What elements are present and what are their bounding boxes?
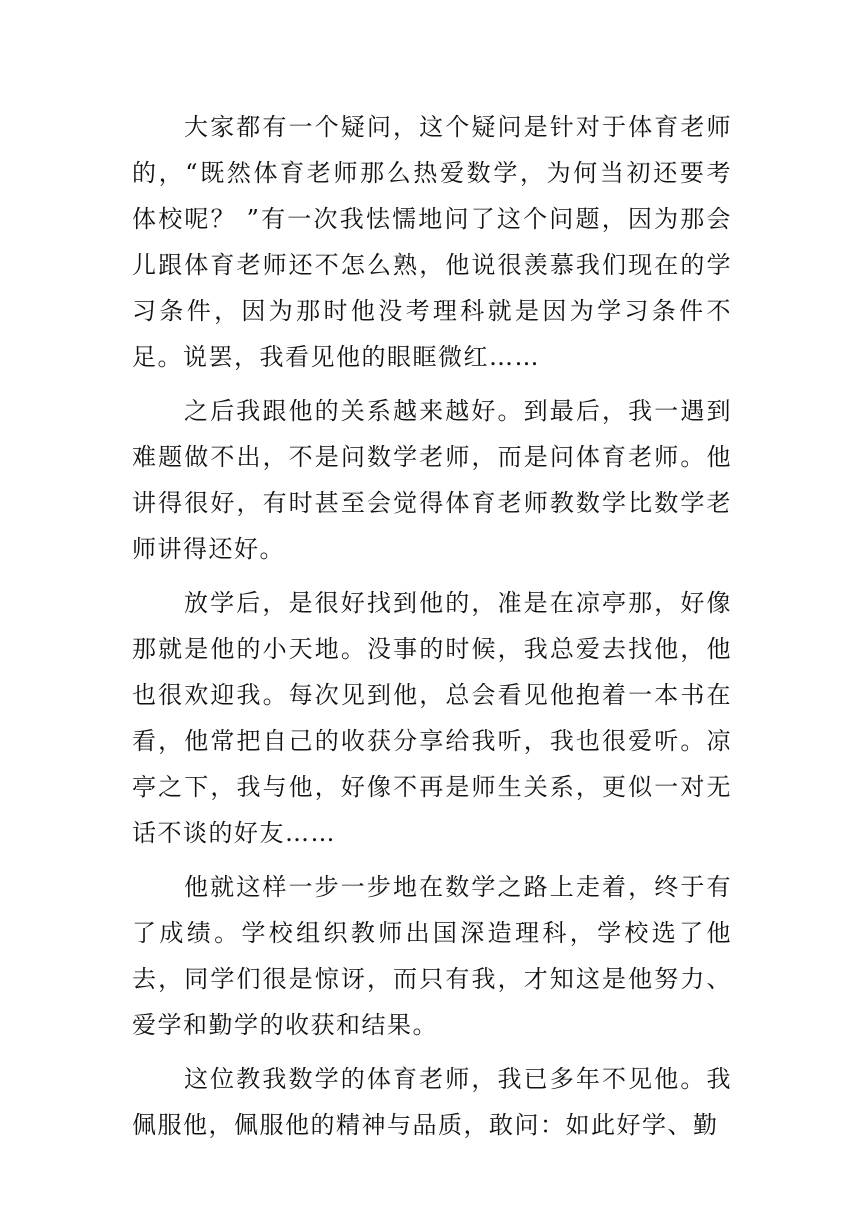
paragraph-4: 他就这样一步一步地在数学之路上走着，终于有了成绩。学校组织教师出国深造理科，学校选了他去，同学们很是惊讶，而只有我，才知这是他努力、爱学和勤学的收获和结果。 — [132, 873, 732, 1039]
document-body — [132, 104, 732, 1156]
paragraph-3: 放学后，是很好找到他的，准是在凉亭那，好像那就是他的小天地。没事的时候，我总爱去找他，他也很欢迎我。每次见到他，总会看见他抱着一本书在看，他常把自己的收获分享给我听，我也很爱听。凉亭之下，我与他，好像不再是师生关系，更似一对无话不谈的好友…… — [132, 589, 732, 847]
paragraph-2: 之后我跟他的关系越来越好。到最后，我一遇到难题做不出，不是问数学老师，而是问体育老师。他讲得很好，有时甚至会觉得体育老师教数学比数学老师讲得还好。 — [132, 397, 732, 563]
paragraph-1: 大家都有一个疑问，这个疑问是针对于体育老师的，“既然体育老师那么热爱数学，为何当初还要考体校呢？ ”有一次我怯懦地问了这个问题，因为那会儿跟体育老师还不怎么熟，他说很羡慕我们现在的学习条件，因为那时他没考理科就是因为学习条件不足。说罢，我看见他的眼眶微红…… — [132, 113, 732, 371]
paragraph-5: 这位教我数学的体育老师，我已多年不见他。我佩服他，佩服他的精神与品质，敢问：如此好学、勤 — [132, 1065, 732, 1139]
